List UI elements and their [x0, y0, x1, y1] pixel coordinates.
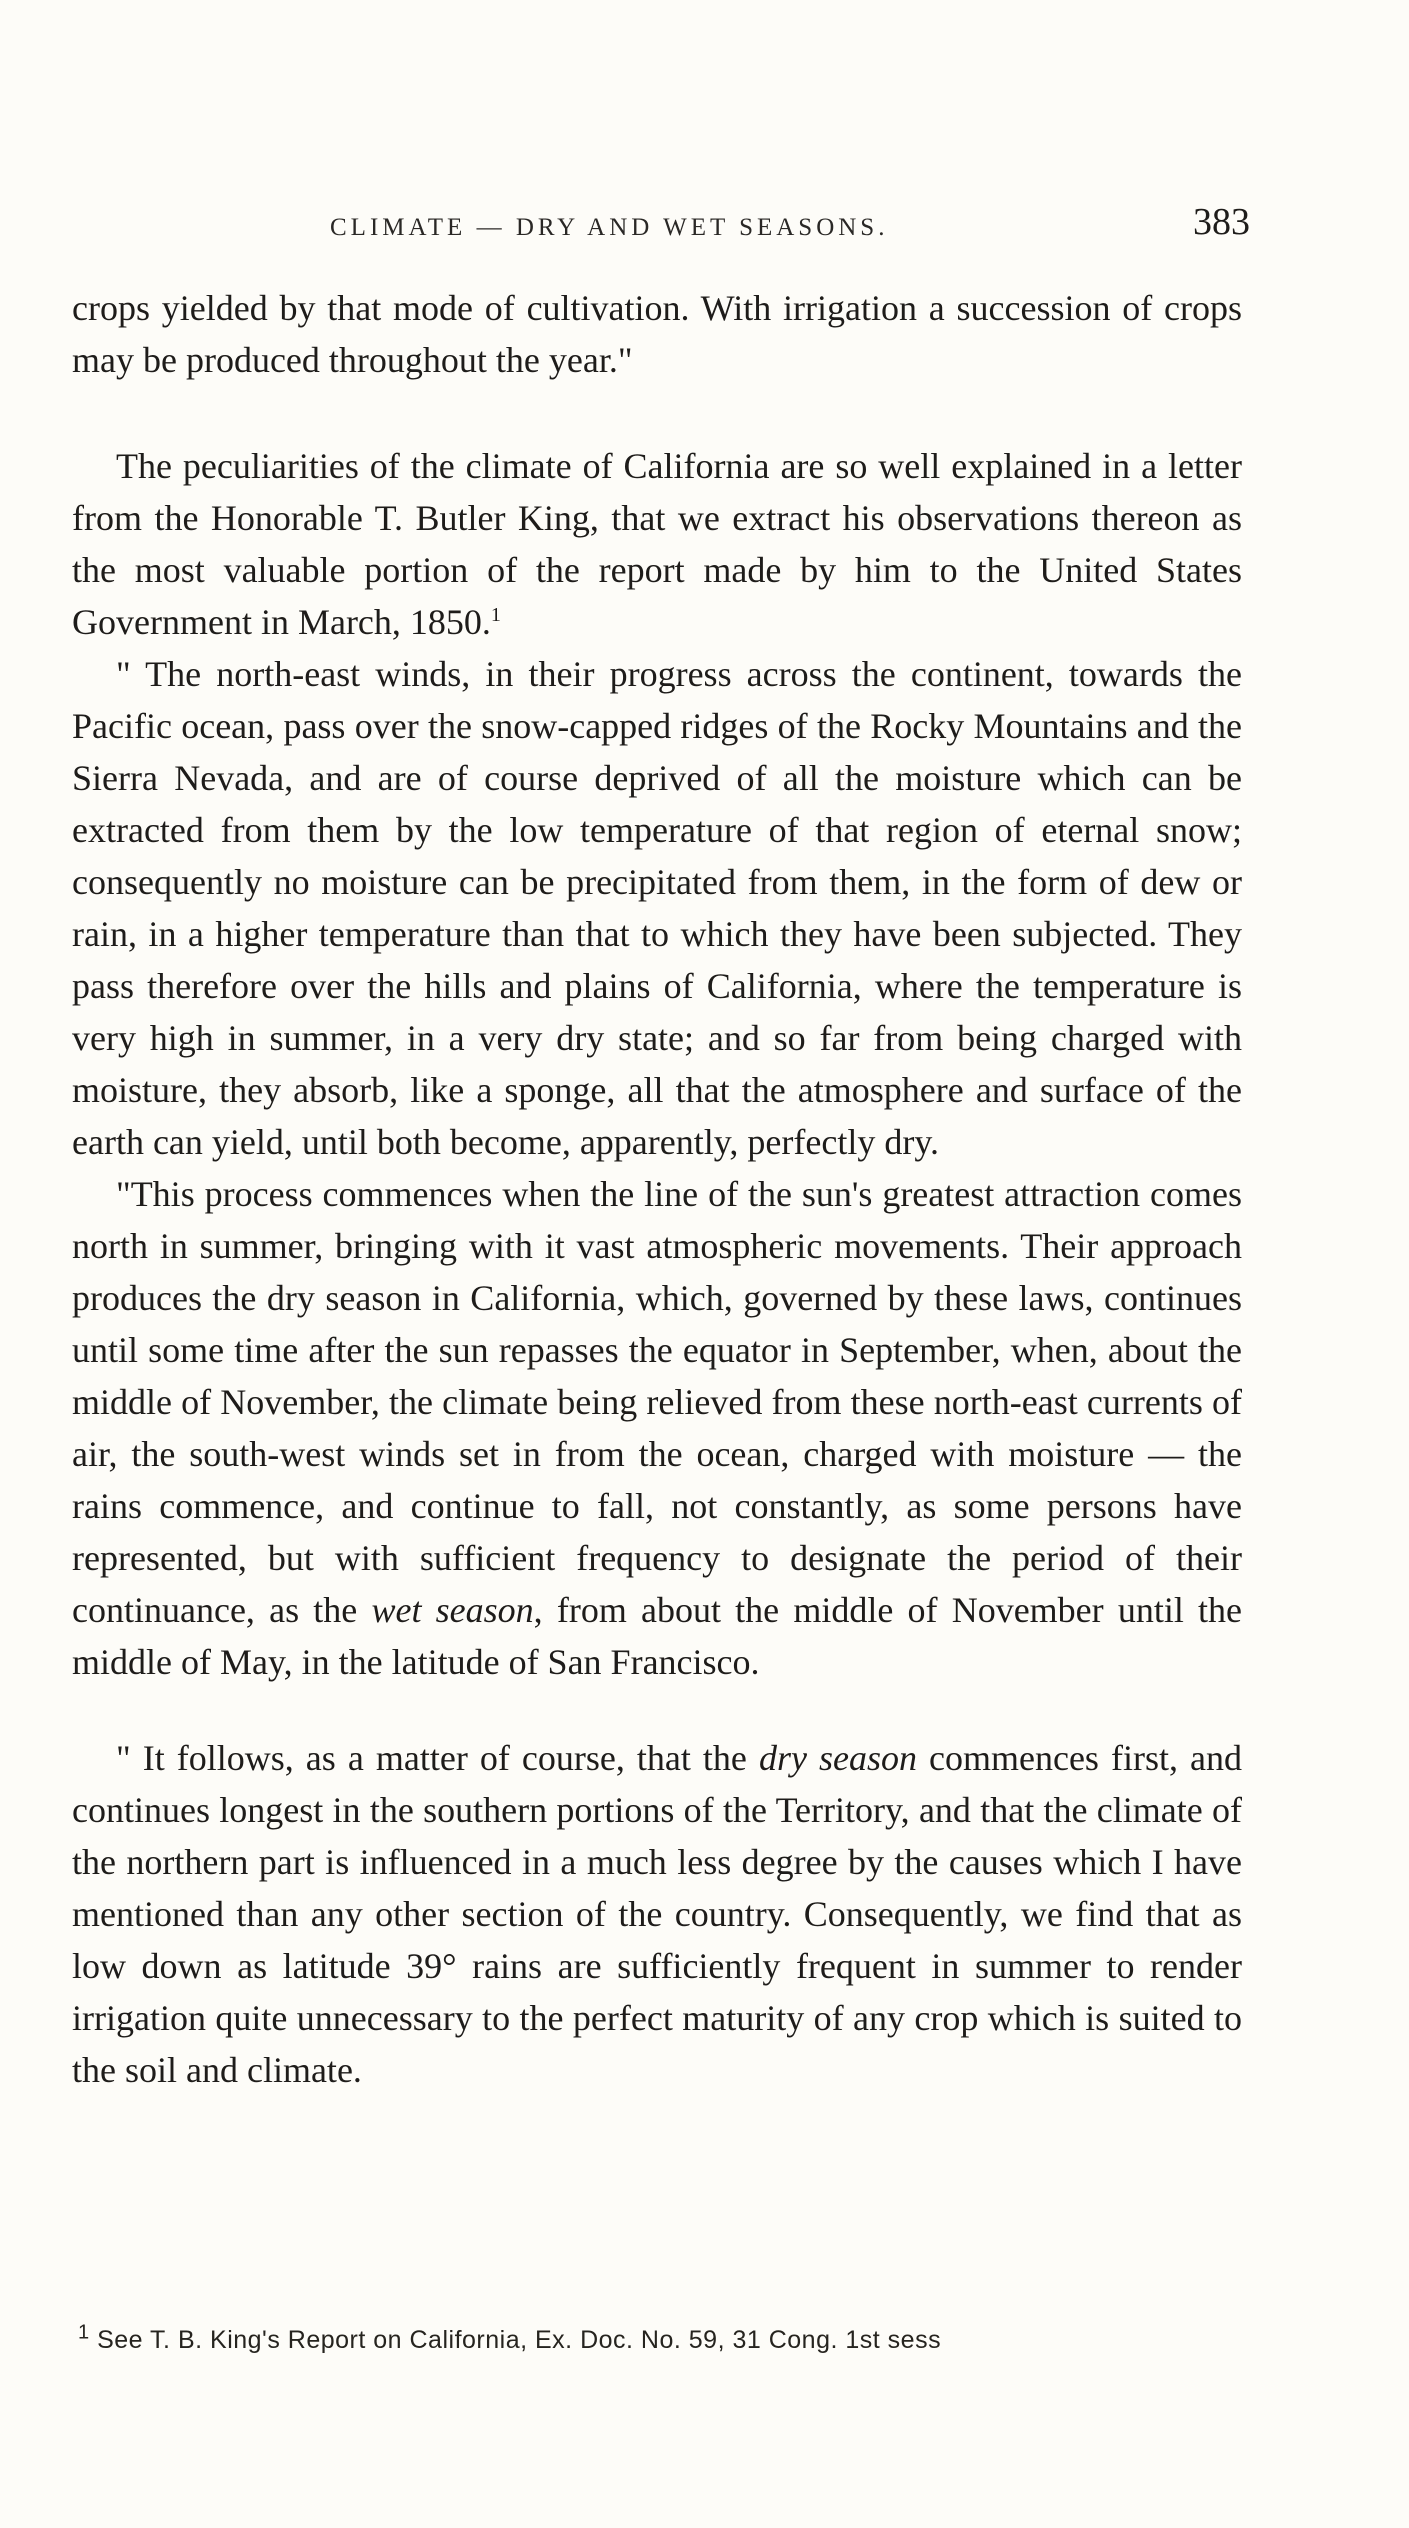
- paragraph-text: " It follows, as a matter of course, that the: [116, 1738, 747, 1778]
- running-head: CLIMATE — DRY AND WET SEASONS.: [330, 214, 889, 241]
- page-number: 383: [1193, 201, 1250, 243]
- emphasis-wet-season: wet season: [371, 1590, 534, 1630]
- footnote-reference: 1: [490, 604, 501, 626]
- paragraph-text: "This process commences when the line of the sun's greatest attraction comes north in summer, bringing with it vast atmospheric movements. Their approach produces the dry season in California, which, governed by these laws, continues until some time after the sun repasses the equator in September, when, about the middle of November, the climate being relieved from these north-east currents of air, the south-west winds set in from the ocean, charged with moisture — the rains commence, and continue to fall, not constantly, as some persons have represented, but with sufficient frequency to designate the period of their continuance, as the: [72, 1174, 1242, 1630]
- body-text: [72, 282, 1242, 2096]
- paragraph-dry-season: [72, 1732, 1242, 2096]
- emphasis-dry-season: dry season: [758, 1738, 917, 1778]
- paragraph-text: " The north-east winds, in their progress across the continent, towards the Pacific ocean, pass over the snow-capped ridges of the Rocky Mountains and the Sierra Nevada, and are of course deprived of all the moisture which can be extracted from them by the low temperature of that region of eternal snow; consequently no moisture can be precipitated from them, in the form of dew or rain, in a higher temperature than that to which they have been subjected. They pass therefore over the hills and plains of California, where the temperature is very high in summer, in a very dry state; and so far from being charged with moisture, they absorb, like a sponge, all that the atmosphere and surface of the earth can yield, until both become, apparently, perfectly dry.: [72, 654, 1242, 1162]
- paragraph-text: crops yielded by that mode of cultivation. With irrigation a succession of crops may be produced throughout the year.": [72, 288, 1242, 380]
- paragraph-text: The peculiarities of the climate of California are so well explained in a letter from the Honorable T. Butler King, that we extract his observations thereon as the most valuable portion of the report made by him to the United States Government in March, 1850.: [72, 446, 1242, 642]
- footnote-text: See T. B. King's Report on California, Ex. Doc. No. 59, 31 Cong. 1st sess: [97, 2326, 942, 2354]
- paragraph-introduction: [72, 440, 1242, 648]
- footnote-mark: 1: [78, 2321, 90, 2344]
- page-header: [330, 200, 1250, 250]
- footnote: [78, 2321, 942, 2355]
- paragraph-continued: [72, 282, 1242, 386]
- paragraph-process: [72, 1168, 1242, 1688]
- paragraph-text: , from about the middle of November until the middle of May, in the latitude of San Francisco.: [72, 1590, 1243, 1682]
- paragraph-north-east-winds: [72, 648, 1242, 1168]
- paragraph-text: commences first, and continues longest in the southern portions of the Territory, and that the climate of the northern part is influenced in a much less degree by the causes which I have mentioned than any other section of the country. Consequently, we find that as low down as latitude 39° rains are sufficiently frequent in summer to render irrigation quite unnecessary to the perfect maturity of any crop which is suited to the soil and climate.: [72, 1738, 1242, 2090]
